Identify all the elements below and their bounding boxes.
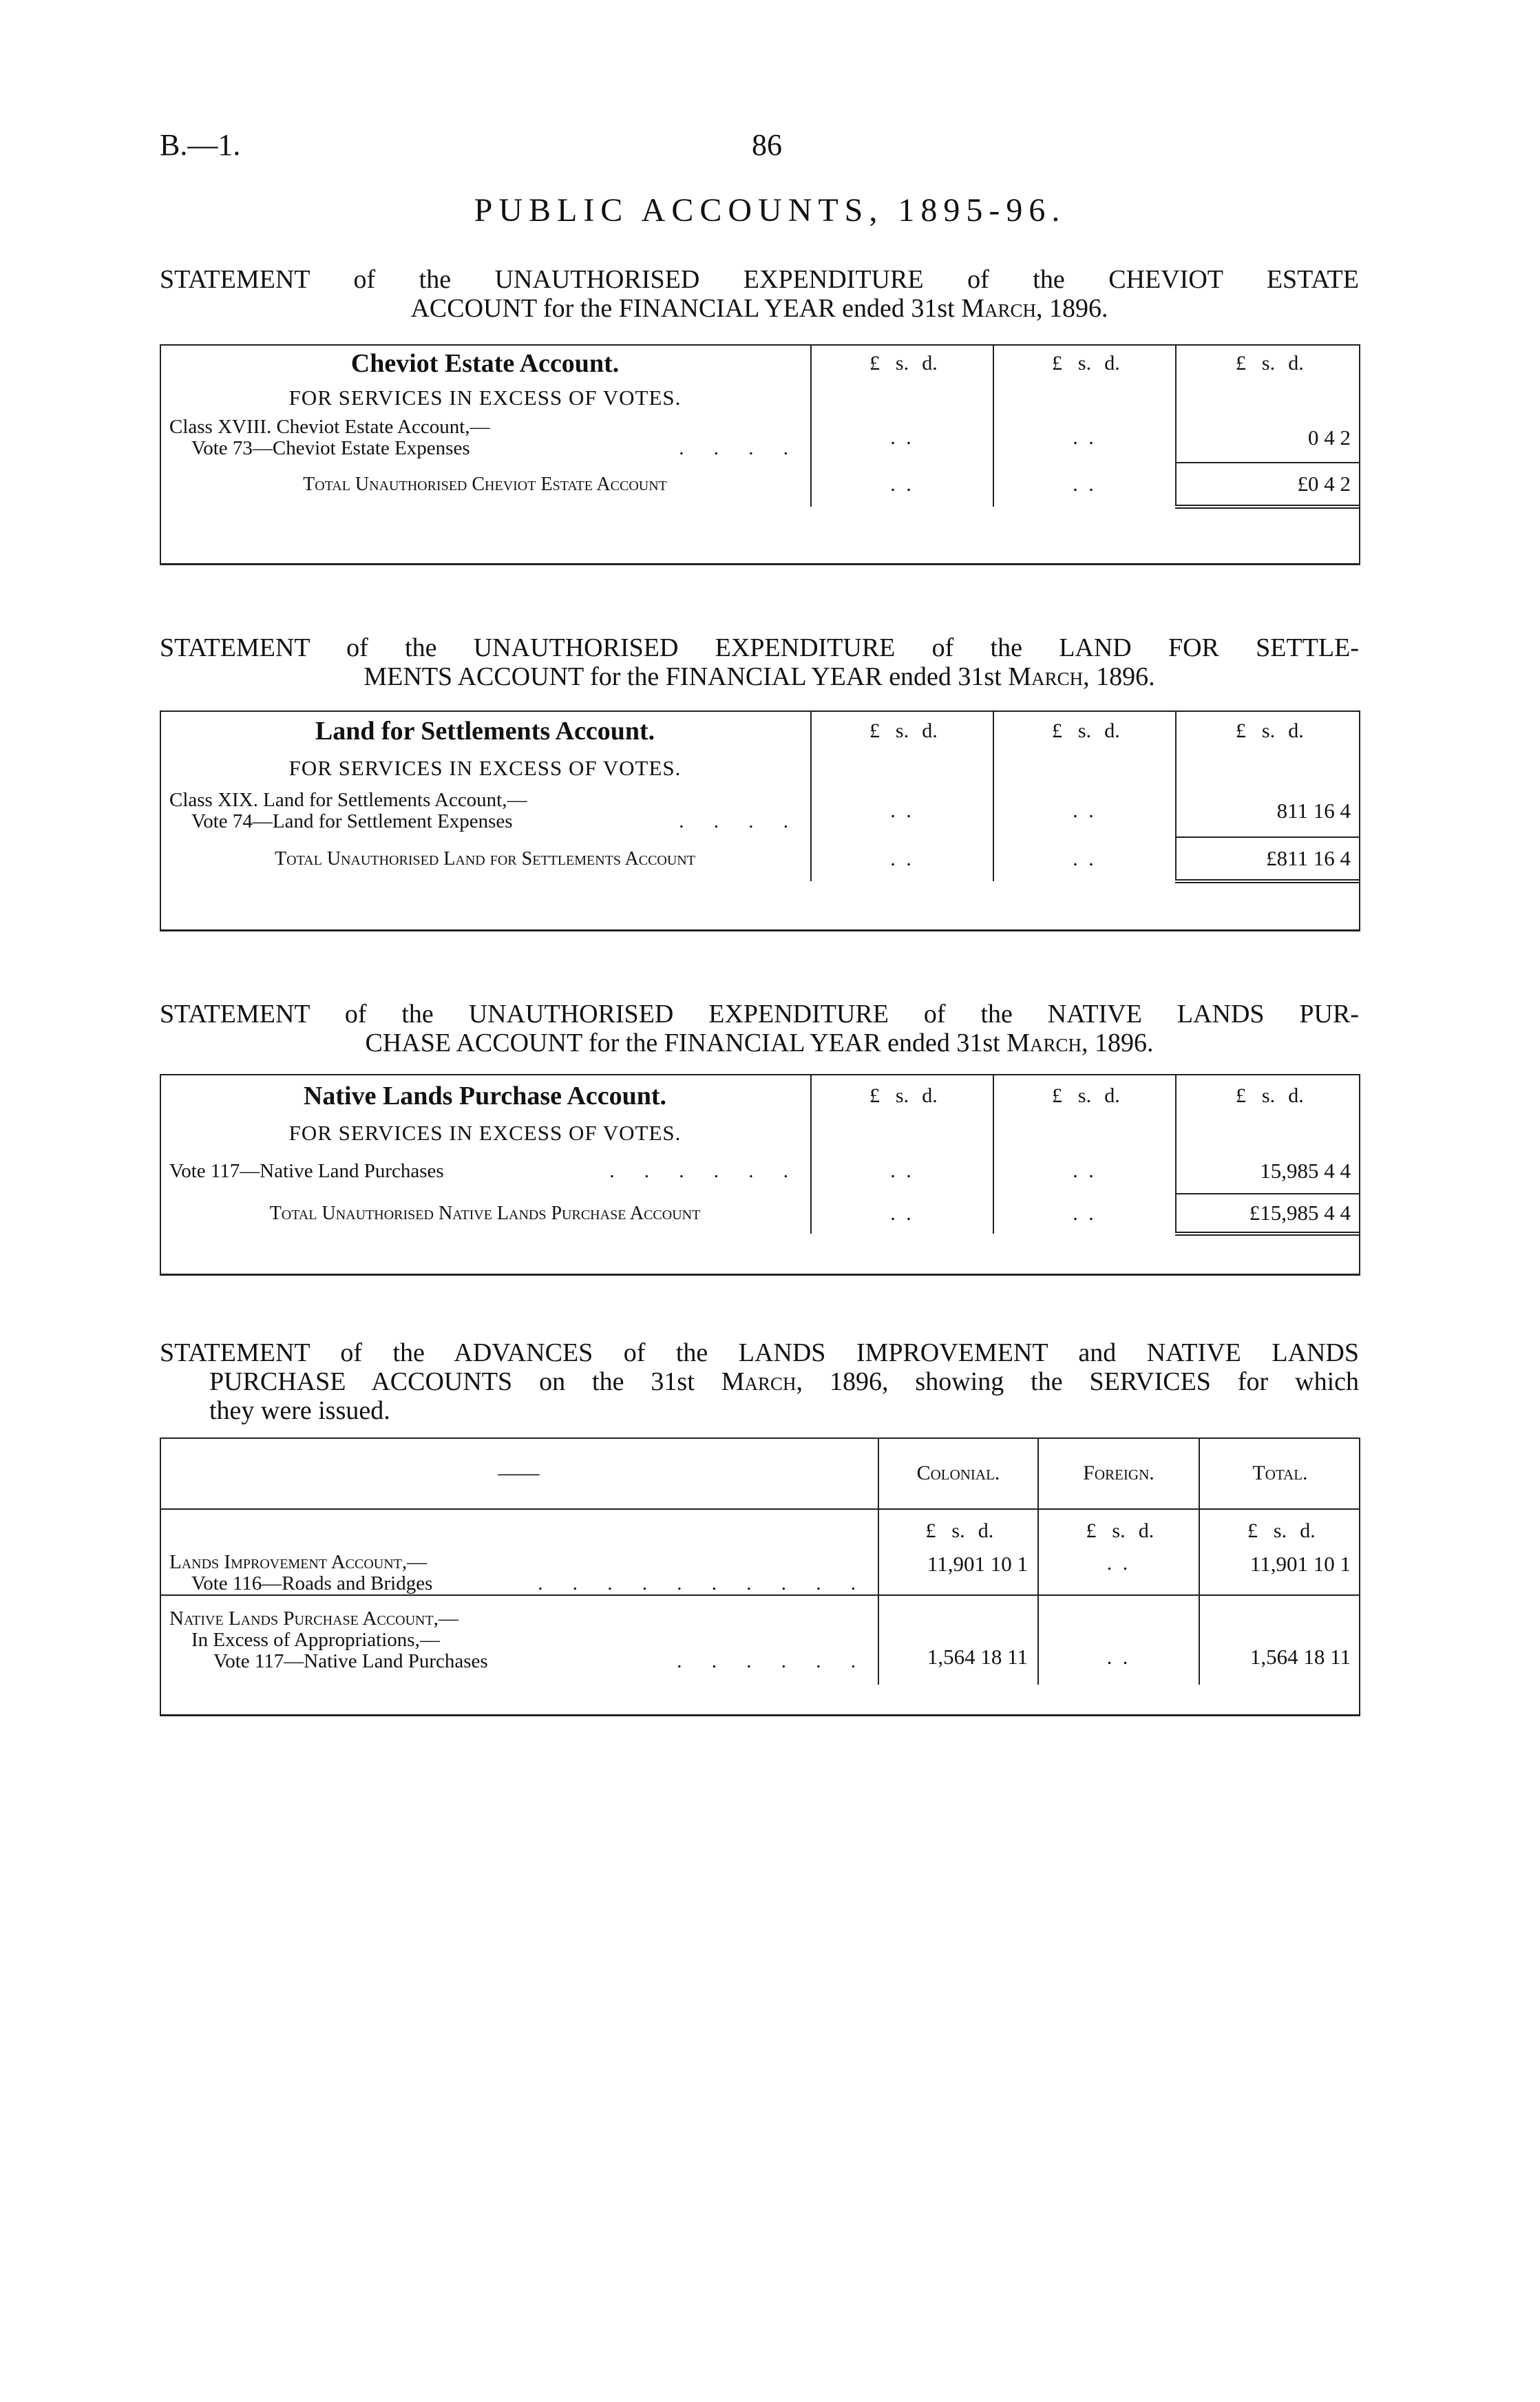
native-vote-col1: . . [811,1148,993,1194]
native-subheading: FOR SERVICES IN EXCESS OF VOTES. [288,1121,682,1145]
vote-116-colonial: 11,901 10 1 [878,1552,1038,1595]
land-total-amount: £811 16 4 [1176,837,1360,881]
cheviot-total-label: Total Unauthorised Cheviot Estate Account [303,474,667,495]
vote-117-total: 1,564 18 11 [1199,1595,1360,1685]
native-table-heading: Native Lands Purchase Account. [303,1082,667,1110]
land-statement-line1: STATEMENT of the UNAUTHORISED EXPENDITURE of the LAND FOR SETTLE- [160,633,1359,662]
advances-table [160,1437,1360,1685]
land-vote-row-label: Class XIX. Land for Settlements Account,— Vote 74—Land for Settlement Expenses . . . . [169,789,801,832]
native-purchase-heading: Native Lands Purchase Account,— [169,1608,458,1630]
cheviot-statement-line2: ACCOUNT for the FINANCIAL YEAR ended 31st March, 1896. [410,294,1108,323]
land-vote-line: Vote 74—Land for Settlement Expenses [191,810,513,832]
advances-table-bottom-rule [160,1714,1360,1716]
native-statement-line2: CHASE ACCOUNT for the FINANCIAL YEAR ended 31st March, 1896. [365,1029,1154,1057]
land-table-top-rule [160,710,1360,712]
advances-col-total: Total. [1199,1437,1360,1509]
land-statement-heading [160,633,1359,691]
land-total-col2: . . [993,837,1176,881]
vote-116-total: 11,901 10 1 [1199,1552,1360,1595]
advances-colonial-currency: £ s. d. [878,1509,1038,1552]
native-table-left-rule [160,1074,161,1275]
cheviot-table-top-rule [160,344,1360,346]
land-settlements-table [160,710,1360,883]
native-vote-line: Vote 117—Native Land Purchases [169,1159,444,1182]
native-col3-currency: £ s. d. [1176,1074,1360,1118]
cheviot-col3-currency: £ s. d. [1176,344,1360,383]
native-lands-purchase-table [160,1074,1360,1236]
native-total-label: Total Unauthorised Native Lands Purchase Account [269,1203,701,1224]
native-table-right-rule [1359,1074,1360,1275]
native-total-col2: . . [993,1194,1176,1234]
land-col2-currency: £ s. d. [993,710,1176,752]
advances-statement-heading [160,1338,1359,1425]
land-table-left-rule [160,710,161,931]
cheviot-total-amount: £0 4 2 [1176,463,1360,507]
cheviot-statement-line1: STATEMENT of the UNAUTHORISED EXPENDITURE of the CHEVIOT ESTATE [160,265,1359,294]
advances-total-currency: £ s. d. [1199,1509,1360,1552]
land-vote-amount: 811 16 4 [1176,785,1360,837]
advances-description-col-head: —— [498,1461,540,1484]
advances-col-colonial: Colonial. [878,1437,1038,1509]
native-vote-amount: 15,985 4 4 [1176,1148,1360,1194]
cheviot-vote-col2: . . [993,413,1176,463]
document-reference: B.—1. [160,128,241,162]
lands-improvement-row-label: Lands Improvement Account,— Vote 116—Roads and Bridges . . . . . . . . . . [169,1551,868,1594]
advances-table-right-rule [1359,1437,1360,1716]
advances-col-foreign: Foreign. [1038,1437,1199,1509]
cheviot-statement-heading [160,265,1359,323]
land-table-heading: Land for Settlements Account. [315,717,655,746]
advances-statement-line2: PURCHASE ACCOUNTS on the 31st March, 1896, showing the SERVICES for which [209,1367,1359,1396]
land-subheading: FOR SERVICES IN EXCESS OF VOTES. [288,756,682,780]
page-title: PUBLIC ACCOUNTS, 1895-96. [474,192,1066,229]
native-statement-line1: STATEMENT of the UNAUTHORISED EXPENDITURE of the NATIVE LANDS PUR- [160,1000,1359,1029]
native-vote-row-label: Vote 117—Native Land Purchases . . . . . . [169,1159,801,1182]
land-col3-currency: £ s. d. [1176,710,1360,752]
cheviot-table-right-rule [1359,344,1360,565]
native-table-bottom-rule [160,1274,1360,1276]
native-total-col1: . . [811,1194,993,1234]
page-number: 86 [752,128,782,162]
vote-117-foreign: . . [1038,1595,1199,1685]
cheviot-vote-col1: . . [811,413,993,463]
land-table-bottom-rule [160,929,1360,931]
vote-117-colonial: 1,564 18 11 [878,1595,1038,1685]
cheviot-class-line: Class XVIII. Cheviot Estate Account,— [169,416,490,438]
native-vote-col2: . . [993,1148,1176,1194]
cheviot-col2-currency: £ s. d. [993,344,1176,383]
cheviot-estate-table [160,344,1360,509]
cheviot-table-heading: Cheviot Estate Account. [350,349,620,378]
cheviot-table-left-rule [160,344,161,565]
land-vote-col1: . . [811,785,993,837]
vote-116-line: Vote 116—Roads and Bridges [191,1572,433,1594]
advances-table-left-rule [160,1437,161,1716]
cheviot-total-col2: . . [993,463,1176,507]
land-total-label: Total Unauthorised Land for Settlements Account [275,848,695,870]
land-total-col1: . . [811,837,993,881]
cheviot-table-bottom-rule [160,563,1360,565]
native-purchase-row-label: Native Lands Purchase Account,— In Excess of Appropriations,— Vote 117—Native Land Purchases . . . . . . [169,1608,868,1672]
native-purchase-subheading: In Excess of Appropriations,— [191,1629,440,1651]
land-statement-line2: MENTS ACCOUNT for the FINANCIAL YEAR ended 31st March, 1896. [363,662,1155,691]
cheviot-total-col1: . . [811,463,993,507]
cheviot-vote-row-label: Class XVIII. Cheviot Estate Account,— Vote 73—Cheviot Estate Expenses . . . . [169,416,801,459]
cheviot-vote-line: Vote 73—Cheviot Estate Expenses [191,437,470,459]
land-col1-currency: £ s. d. [811,710,993,752]
native-col1-currency: £ s. d. [811,1074,993,1118]
native-table-top-rule [160,1074,1360,1075]
land-vote-col2: . . [993,785,1176,837]
native-col2-currency: £ s. d. [993,1074,1176,1118]
advances-statement-line1: STATEMENT of the ADVANCES of the LANDS IMPROVEMENT and NATIVE LANDS [160,1338,1359,1367]
advances-foreign-currency: £ s. d. [1038,1509,1199,1552]
native-total-amount: £15,985 4 4 [1176,1194,1360,1234]
vote-117-line: Vote 117—Native Land Purchases [213,1650,488,1672]
cheviot-subheading: FOR SERVICES IN EXCESS OF VOTES. [288,386,682,410]
cheviot-vote-amount: 0 4 2 [1176,413,1360,463]
lands-improvement-heading: Lands Improvement Account,— [169,1551,428,1573]
advances-table-top-rule [160,1437,1360,1439]
land-table-right-rule [1359,710,1360,931]
cheviot-col1-currency: £ s. d. [811,344,993,383]
advances-statement-line3: they were issued. [209,1396,390,1425]
native-statement-heading [160,1000,1359,1057]
land-class-line: Class XIX. Land for Settlements Account,— [169,789,527,811]
vote-116-foreign: . . [1038,1552,1199,1595]
